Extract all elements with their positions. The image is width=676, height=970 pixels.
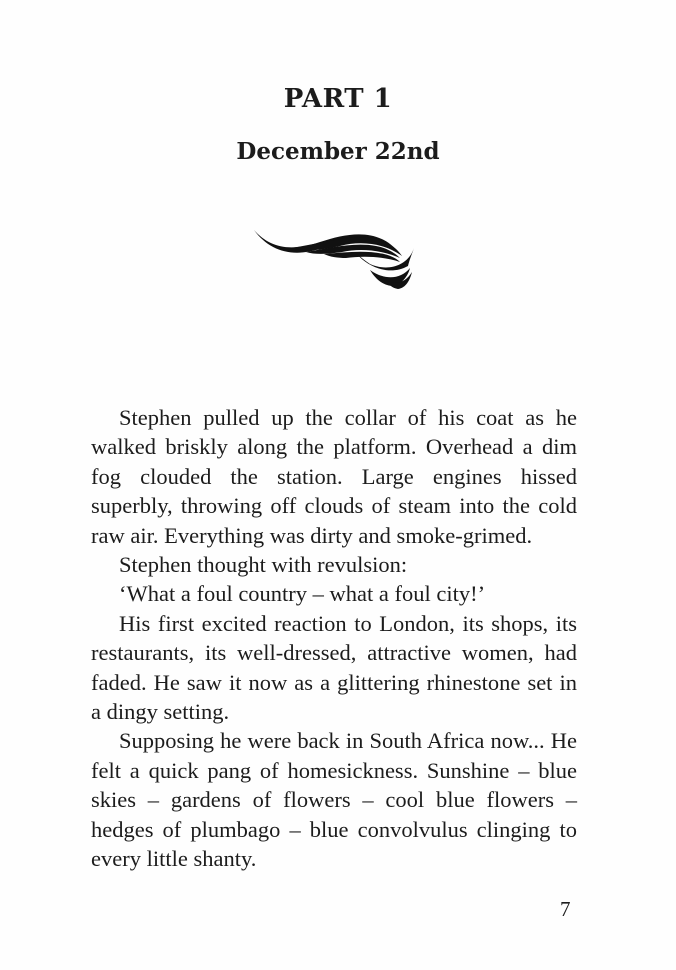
chapter-heading: December 22nd xyxy=(236,138,440,165)
paragraph: Stephen pulled up the collar of his coat as he walked briskly along the platform. Overhead a dim fog clouded the station. Large engines hissed superbly, throwing off clouds of steam into the cold raw air. Everything was dirty and smoke-grimed. xyxy=(91,405,577,548)
paragraph: Supposing he were back in South Africa now... He felt a quick pang of homesickness. Sunshine – blue skies – gardens of flowers – cool blue flowers – hedges of plumbago – blue convolvulus clinging to every little shanty. xyxy=(91,728,577,872)
paragraph: Stephen thought with revulsion: xyxy=(119,552,408,578)
paragraph: His first excited reaction to London, its shops, its restaurants, its well-dressed, attractive women, had faded. He saw it now as a glittering rhinestone set in a dingy setting. xyxy=(91,610,577,725)
body-text xyxy=(91,403,577,874)
paragraph: ‘What a foul country – what a foul city!’ xyxy=(119,581,486,607)
part-heading: PART 1 xyxy=(283,84,393,114)
page-number: 7 xyxy=(560,897,571,921)
swash-flourish-icon xyxy=(250,218,415,290)
